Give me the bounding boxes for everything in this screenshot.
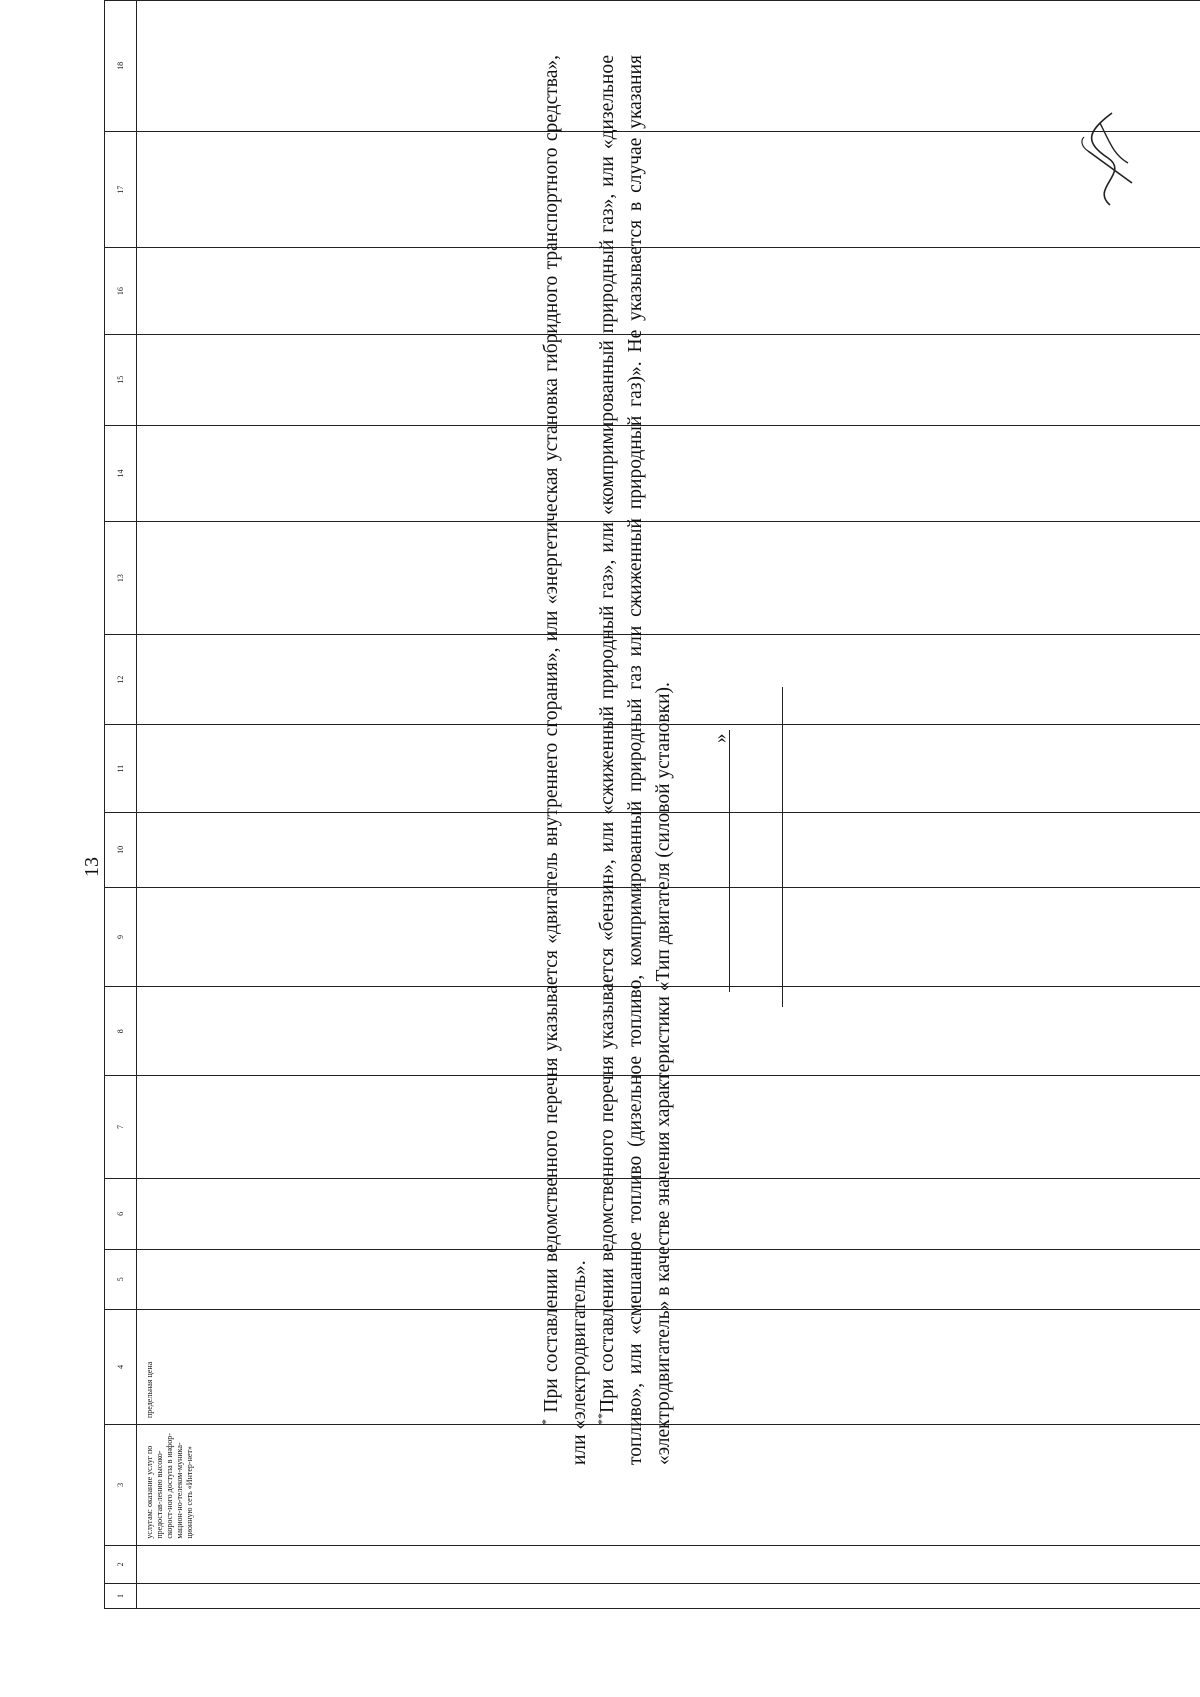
footnote	[594, 55, 678, 1465]
handwritten-signature	[1070, 103, 1150, 213]
column-number: 7	[105, 1076, 137, 1179]
table-cell	[137, 1584, 1200, 1609]
column-number: 13	[105, 522, 137, 635]
footnote-marker: **	[594, 1413, 609, 1425]
column-number: 16	[105, 248, 137, 335]
footnote-marker: *	[538, 1419, 553, 1425]
table-header-row	[105, 1, 137, 1609]
price-type-cell: предельная цена	[137, 1309, 1200, 1424]
column-number: 4	[105, 1309, 137, 1424]
column-number: 5	[105, 1249, 137, 1309]
footnotes	[538, 55, 678, 1465]
footnote-text: При составлении ведомственного перечня указывается «бензин», или «сжиженный природный газ», или «компримированный природный газ», или «дизельное топливо», или «смешанное топливо (дизельное топливо, компримированный природный газ или сжиженный природный газ)». Не указывается в случае указания «электродвигатель» в качестве значения характеристики «Тип двигателя (силовой установки).	[597, 55, 674, 1465]
signature-line	[729, 730, 730, 992]
column-number: 3	[105, 1425, 137, 1546]
column-number: 11	[105, 725, 137, 813]
column-number: 1	[105, 1584, 137, 1609]
column-number: 18	[105, 1, 137, 132]
column-number: 9	[105, 887, 137, 987]
column-number: 2	[105, 1545, 137, 1583]
column-number: 6	[105, 1178, 137, 1249]
signature-line	[782, 687, 783, 1007]
column-number: 10	[105, 813, 137, 887]
column-number: 17	[105, 131, 137, 247]
closing-quote: »	[710, 733, 731, 743]
footnote-text: При составлении ведомственного перечня указывается «двигатель внутреннего сгорания», или «энергетическая установка гибридного транспортного средства», или «электродвигатель».	[541, 55, 590, 1465]
service-description-cell: услугам: оказание услуг по предостав-лению высоко-скорост-ного доступа в инфор-мацион-но-телеком-муника-ционную сеть «Интер-нет»	[137, 1425, 1200, 1546]
column-number: 15	[105, 334, 137, 425]
column-number: 8	[105, 987, 137, 1076]
footnote	[538, 55, 594, 1465]
column-number: 12	[105, 635, 137, 725]
page-number: 13	[81, 857, 103, 877]
column-number: 14	[105, 425, 137, 522]
table-cell	[137, 1545, 1200, 1583]
